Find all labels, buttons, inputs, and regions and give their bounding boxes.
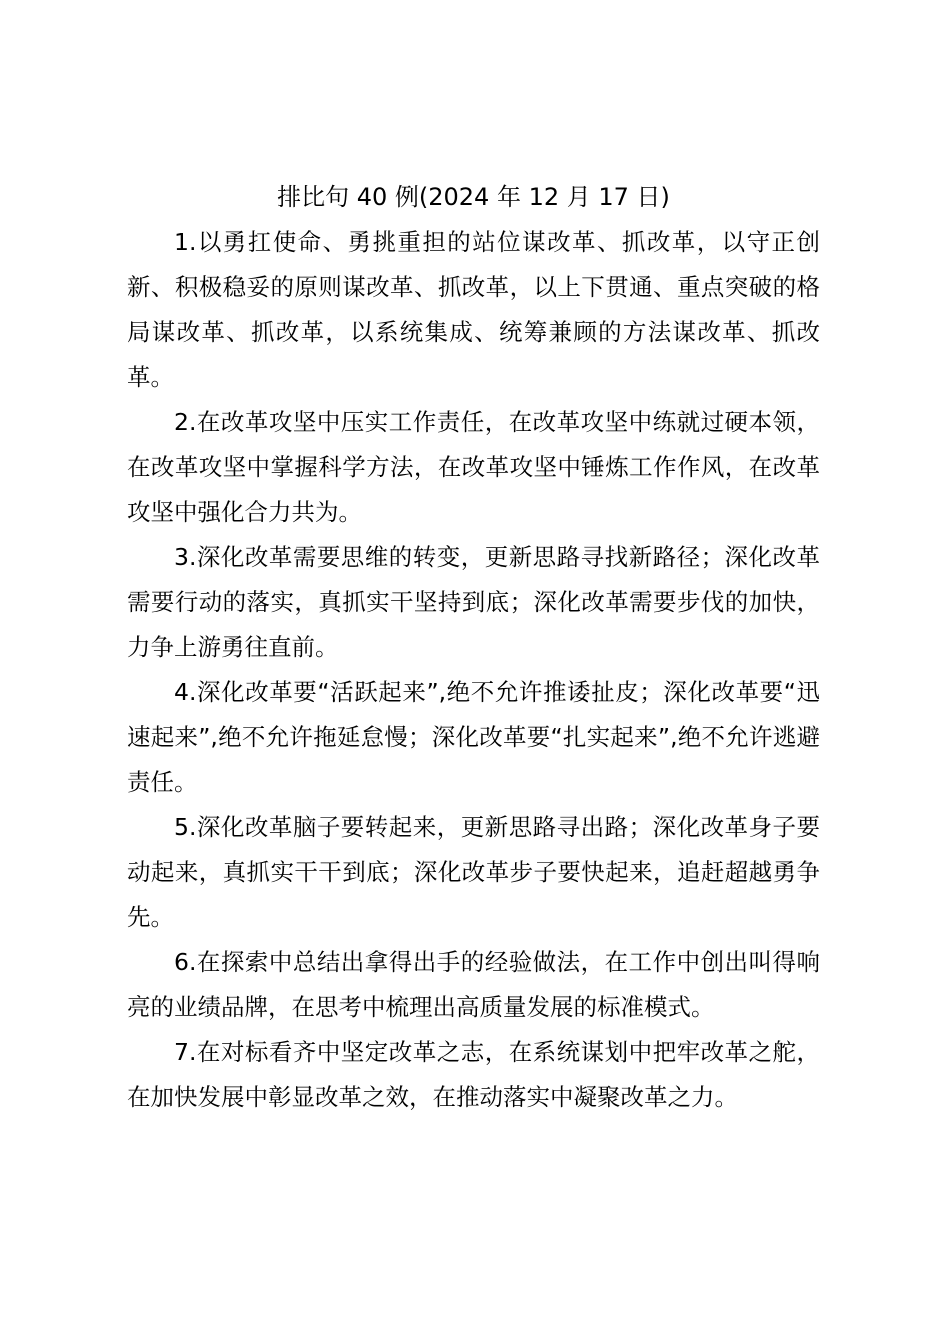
paragraph-1: 1.以勇扛使命、勇挑重担的站位谋改革、抓改革，以守正创新、积极稳妥的原则谋改革、抓改革，以上下贯通、重点突破的格局谋改革、抓改革，以系统集成、统筹兼顾的方法谋改革、抓改革。 [127,228,820,391]
paragraph-2: 2.在改革攻坚中压实工作责任，在改革攻坚中练就过硬本领，在改革攻坚中掌握科学方法，在改革攻坚中锤炼工作作风，在改革攻坚中强化合力共为。 [127,408,820,526]
paragraph-4: 4.深化改革要“活跃起来”,绝不允许推诿扯皮；深化改革要“迅速起来”,绝不允许拖延怠慢；深化改革要“扎实起来”,绝不允许逃避责任。 [127,678,820,796]
paragraph-3: 3.深化改革需要思维的转变，更新思路寻找新路径；深化改革需要行动的落实，真抓实干坚持到底；深化改革需要步伐的加快，力争上游勇往直前。 [127,543,820,661]
document-page [127,174,820,1120]
paragraph-5: 5.深化改革脑子要转起来，更新思路寻出路；深化改革身子要动起来，真抓实干干到底；深化改革步子要快起来，追赶超越勇争先。 [127,813,820,931]
paragraph-7: 7.在对标看齐中坚定改革之志，在系统谋划中把牢改革之舵，在加快发展中彰显改革之效，在推动落实中凝聚改革之力。 [127,1038,820,1111]
paragraph-6: 6.在探索中总结出拿得出手的经验做法，在工作中创出叫得响亮的业绩品牌，在思考中梳理出高质量发展的标准模式。 [127,948,820,1021]
document-title: 排比句 40 例(2024 年 12 月 17 日) [277,183,670,211]
